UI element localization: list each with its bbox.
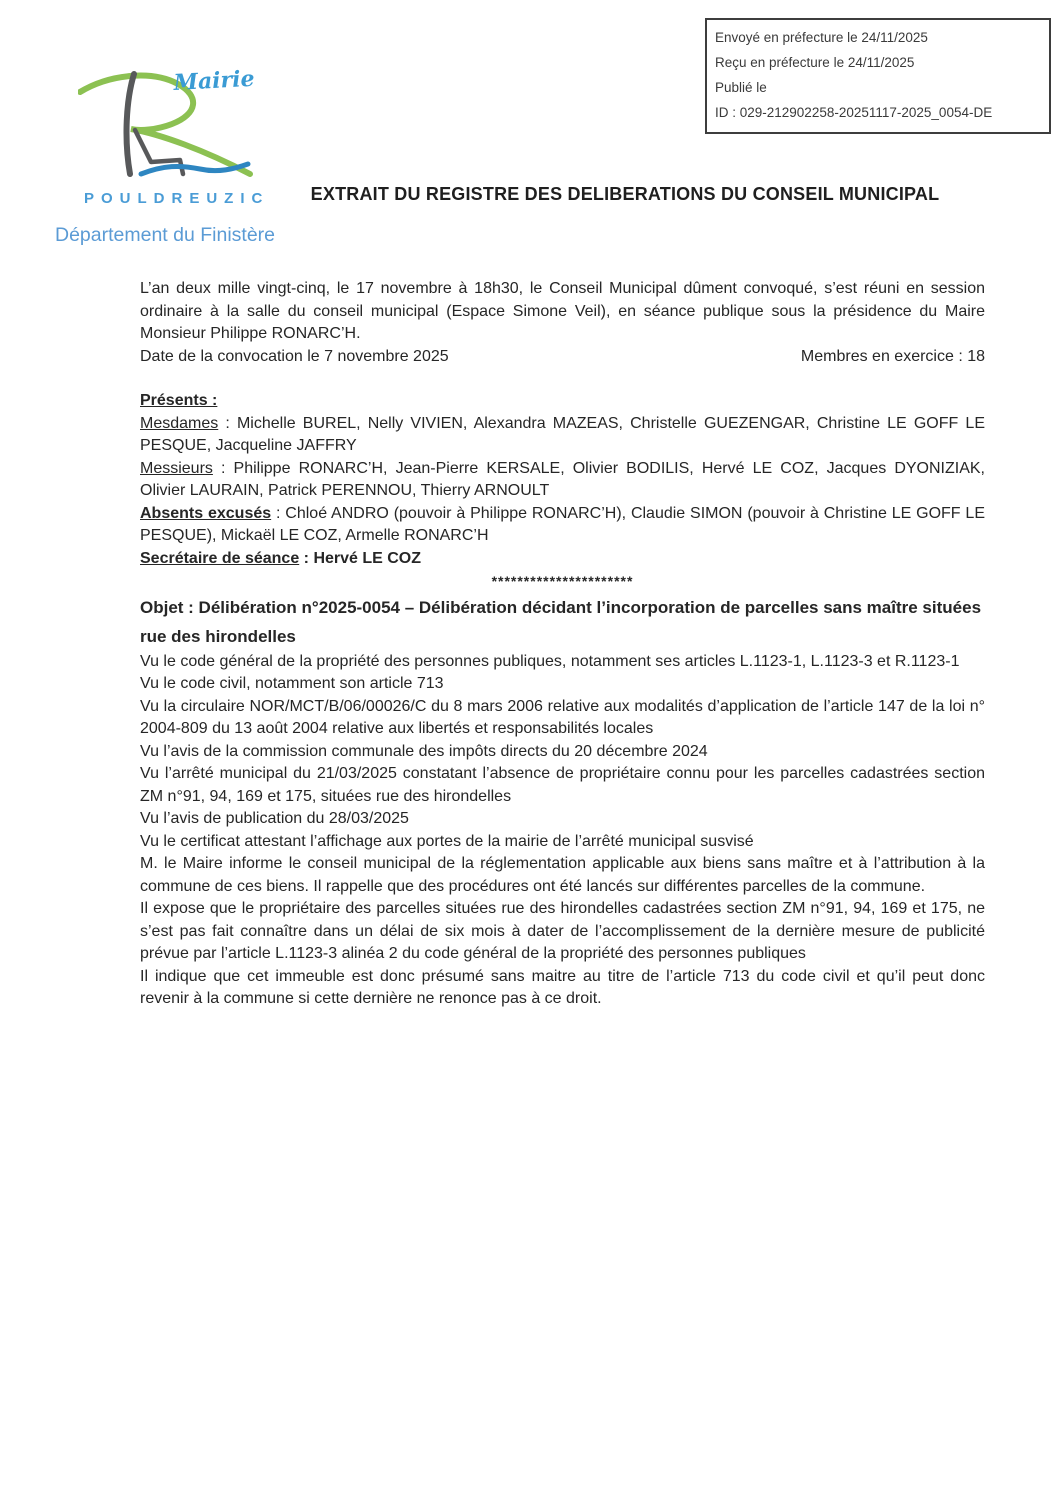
asterisk-separator: ********************** bbox=[491, 573, 634, 589]
messieurs-list: Messieurs : Philippe RONARC’H, Jean-Pierre KERSALE, Olivier BODILIS, Hervé LE COZ, Jacques DYONIZIAK, Olivier LAURAIN, Patrick PERENNOU, Thierry ARNOULT bbox=[140, 459, 985, 499]
document-body bbox=[140, 278, 985, 1011]
vu-paragraph: Vu le code civil, notamment son article 713 bbox=[140, 675, 444, 692]
deliberation-subject: Objet : Délibération n°2025-0054 – Délibération décidant l’incorporation de parcelles sans maître situées rue des hirondelles bbox=[140, 597, 982, 646]
logo-script-text: Mairie bbox=[172, 68, 256, 96]
stamp-received-line: Reçu en préfecture le 24/11/2025 bbox=[715, 55, 915, 70]
convocation-row bbox=[140, 346, 985, 369]
stamp-sent-line: Envoyé en préfecture le 24/11/2025 bbox=[715, 30, 928, 45]
vu-paragraph: Vu la circulaire NOR/MCT/B/06/00026/C du 8 mars 2006 relative aux modalités d’application de l’article 147 de la loi n° 2004-809 du 13 août 2004 relative aux libertés et responsabilités locales bbox=[140, 697, 985, 737]
mayor-statement-paragraph: M. le Maire informe le conseil municipal de la réglementation applicable aux biens sans maître et à l’attribution à la commune de ces biens. Il rappelle que des procédures ont été lancés sur différentes parcelles de la commune. bbox=[140, 855, 985, 895]
document-title: EXTRAIT DU REGISTRE DES DELIBERATIONS DU CONSEIL MUNICIPAL bbox=[310, 184, 940, 204]
indication-paragraph: Il indique que cet immeuble est donc présumé sans maitre au titre de l’article 713 du code civil et qu’il peut donc revenir à la commune si cette dernière ne renonce pas à ce droit. bbox=[140, 967, 985, 1007]
vu-paragraph: Vu le code général de la propriété des personnes publiques, notamment ses articles L.1123-1, L.1123-3 et R.1123-1 bbox=[140, 652, 960, 670]
logo-town-name: POULDREUZIC bbox=[84, 190, 270, 207]
absents-label: Absents excusés bbox=[140, 504, 272, 522]
vu-paragraph: Vu le certificat attestant l’affichage aux portes de la mairie de l’arrêté municipal susvisé bbox=[140, 832, 754, 850]
stamp-published-line: Publié le bbox=[715, 80, 767, 95]
vu-paragraph: Vu l’avis de la commission communale des impôts directs du 20 décembre 2024 bbox=[140, 742, 708, 760]
vu-paragraph: Vu l’arrêté municipal du 21/03/2025 constatant l’absence de propriétaire connu pour les parcelles cadastrées section ZM n°91, 94, 169 et 175, situées rue des hirondelles bbox=[140, 765, 985, 805]
presents-heading: Présents : bbox=[140, 392, 218, 409]
convocation-date: Date de la convocation le 7 novembre 2025 bbox=[140, 347, 449, 365]
session-intro-paragraph: L’an deux mille vingt-cinq, le 17 novembre à 18h30, le Conseil Municipal dûment convoqué, s’est réuni en session ordinaire à la salle du conseil municipal (Espace Simone Veil), en séance publique sous la présidence du Maire Monsieur Philippe RONARC’H. bbox=[140, 280, 985, 342]
vu-paragraph: Vu l’avis de publication du 28/03/2025 bbox=[140, 810, 409, 827]
messieurs-label: Messieurs bbox=[140, 459, 213, 477]
expose-paragraph: Il expose que le propriétaire des parcelles situées rue des hirondelles cadastrées section ZM n°91, 94, 169 et 175, ne s’est pas fait connaître dans un délai de six mois à dater de l’accomplissement de la dernière mesure de publicité prévue par l’article L.1123-3 alinéa 2 du code général de la propriété des personnes publiques bbox=[140, 900, 985, 962]
mesdames-list: Mesdames : Michelle BUREL, Nelly VIVIEN, Alexandra MAZEAS, Christelle GUEZENGAR, Christine LE GOFF LE PESQUE, Jacqueline JAFFRY bbox=[140, 414, 985, 454]
prefecture-stamp bbox=[705, 18, 1051, 134]
secretary-line: Secrétaire de séance : Hervé LE COZ bbox=[140, 549, 422, 567]
town-logo bbox=[78, 68, 270, 207]
secretary-label: Secrétaire de séance bbox=[140, 549, 300, 567]
department-label: Département du Finistère bbox=[55, 224, 276, 246]
stamp-id-line: ID : 029-212902258-20251117-2025_0054-DE bbox=[715, 105, 993, 120]
mesdames-label: Mesdames bbox=[140, 414, 219, 432]
members-in-office: Membres en exercice : 18 bbox=[800, 347, 985, 365]
pouldreuzic-logo-icon bbox=[78, 68, 256, 183]
absents-list: Absents excusés : Chloé ANDRO (pouvoir à Philippe RONARC’H), Claudie SIMON (pouvoir à Christine LE GOFF LE PESQUE), Mickaël LE COZ, Armelle RONARC’H bbox=[140, 504, 986, 544]
